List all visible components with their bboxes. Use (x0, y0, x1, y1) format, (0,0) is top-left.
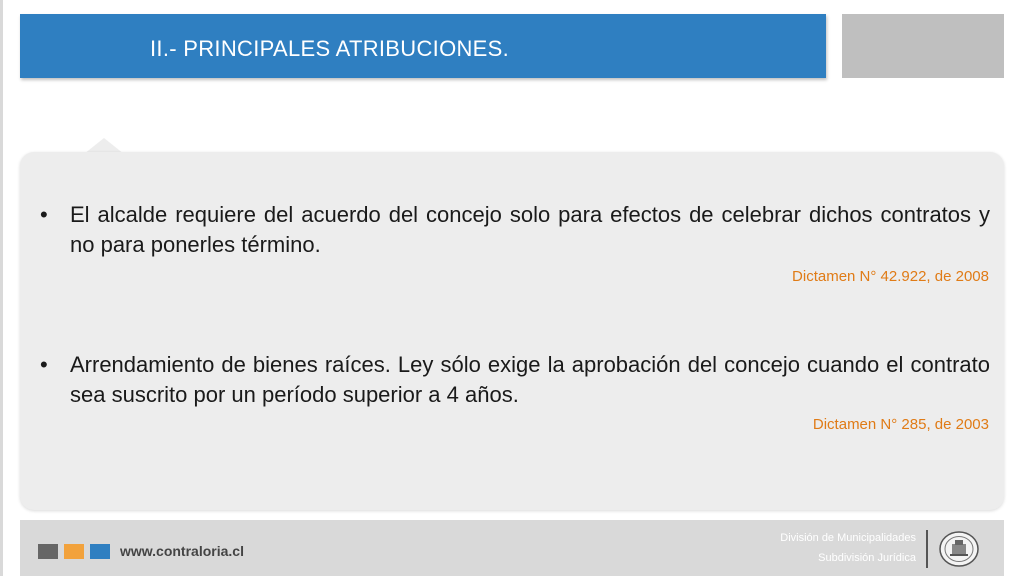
bullet-item (40, 350, 990, 410)
reference-citation: Dictamen N° 42.922, de 2008 (792, 268, 989, 285)
reference-citation: Dictamen N° 285, de 2003 (812, 416, 989, 433)
footer (20, 520, 1004, 576)
bullet-dot: • (40, 202, 48, 227)
footer-subdivision: Subdivisión Jurídica (818, 552, 916, 564)
footer-square-gray (38, 544, 58, 559)
bullet-dot: • (40, 352, 48, 377)
footer-division: División de Municipalidades (780, 532, 916, 544)
footer-square-blue (90, 544, 110, 559)
title-bar (20, 14, 826, 78)
bullet-text: Arrendamiento de bienes raíces. Ley sólo exige la aprobación del concejo cuando el contrato sea suscrito por un período superior a 4 años. (70, 352, 990, 407)
contraloria-seal-icon (938, 530, 980, 568)
bullet-text: El alcalde requiere del acuerdo del concejo solo para efectos de celebrar dichos contratos y no para ponerles término. (70, 202, 990, 257)
bullet-item (40, 200, 990, 260)
slide-title: II.- PRINCIPALES ATRIBUCIONES. (150, 36, 510, 61)
footer-url-link[interactable]: www.contraloria.cl (120, 543, 244, 559)
left-rule (0, 0, 3, 576)
footer-square-orange (64, 544, 84, 559)
header-gray-block (842, 14, 1004, 78)
footer-divider (926, 530, 928, 568)
